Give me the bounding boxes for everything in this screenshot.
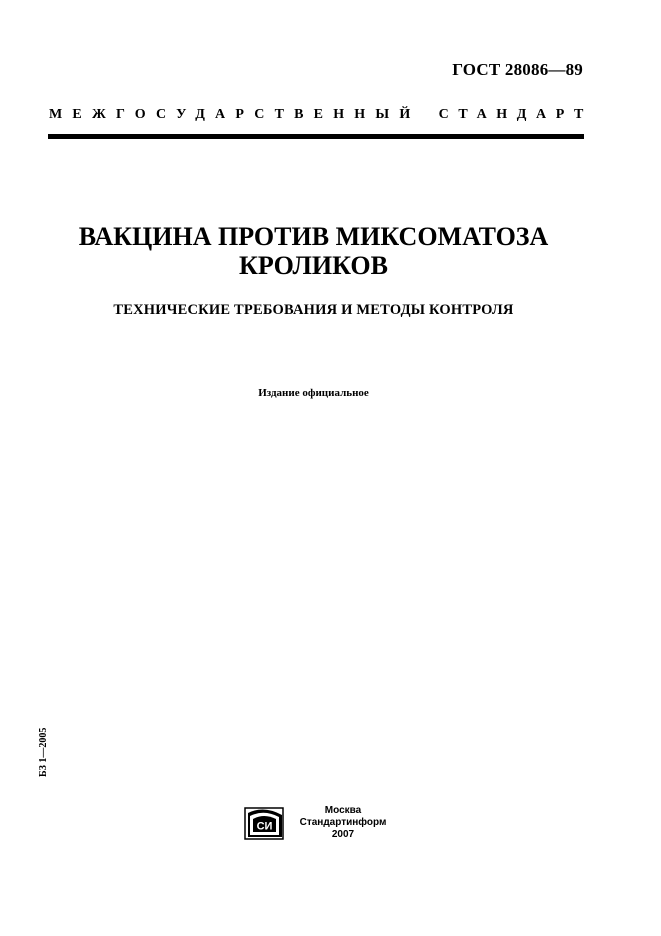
document-subtitle: ТЕХНИЧЕСКИЕ ТРЕБОВАНИЯ И МЕТОДЫ КОНТРОЛЯ [113, 302, 514, 318]
standard-type-word-2: СТАНДАРТ [438, 107, 593, 122]
publisher-city: Москва [324, 805, 362, 816]
header-rule [48, 134, 584, 139]
logo-text: СИ [256, 820, 273, 833]
title-line-1: ВАКЦИНА ПРОТИВ МИКСОМАТОЗА [78, 222, 549, 251]
publisher-block [293, 805, 393, 841]
document-title [0, 222, 627, 280]
publisher-name: Стандартинформ [299, 817, 387, 828]
standartinform-logo-icon [244, 807, 286, 841]
document-code: ГОСТ 28086—89 [452, 60, 583, 79]
standard-type-word-1: МЕЖГОСУДАРСТВЕННЫЙ [49, 107, 421, 122]
title-line-2: КРОЛИКОВ [239, 251, 388, 280]
publisher-year: 2007 [331, 829, 355, 840]
standard-type-heading [49, 107, 593, 123]
side-code: БЗ 1—2005 [38, 727, 49, 777]
edition-note: Издание официальное [258, 387, 369, 399]
